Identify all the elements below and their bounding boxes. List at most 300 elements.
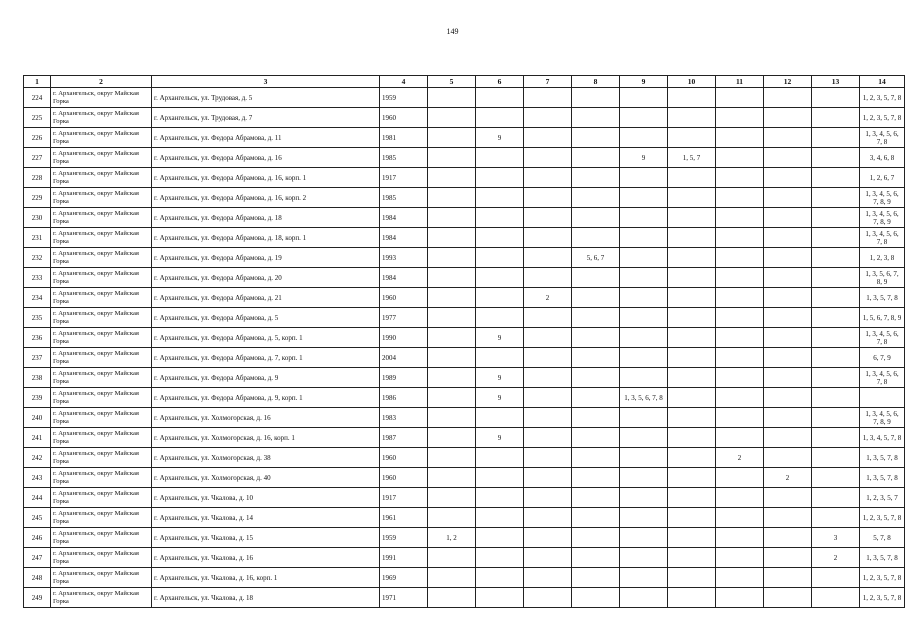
column-10-cell — [668, 308, 716, 328]
row-number: 228 — [24, 168, 51, 188]
year-cell: 1971 — [380, 588, 428, 608]
column-14-cell: 1, 3, 5, 7, 8 — [860, 288, 905, 308]
column-header: 5 — [428, 76, 476, 88]
column-9-cell — [620, 328, 668, 348]
column-9-cell — [620, 548, 668, 568]
column-14-cell: 1, 5, 6, 7, 8, 9 — [860, 308, 905, 328]
column-12-cell — [764, 128, 812, 148]
column-6-cell — [476, 588, 524, 608]
year-cell: 1960 — [380, 108, 428, 128]
row-number: 242 — [24, 448, 51, 468]
column-8-cell — [572, 368, 620, 388]
column-12-cell — [764, 148, 812, 168]
column-14-cell: 1, 3, 4, 5, 6, 7, 8 — [860, 368, 905, 388]
column-5-cell — [428, 448, 476, 468]
column-11-cell — [716, 188, 764, 208]
table-row — [24, 88, 905, 108]
column-header: 6 — [476, 76, 524, 88]
column-12-cell — [764, 88, 812, 108]
table-row — [24, 288, 905, 308]
column-header: 2 — [51, 76, 152, 88]
table-row — [24, 528, 905, 548]
column-9-cell — [620, 168, 668, 188]
column-10-cell — [668, 128, 716, 148]
column-13-cell — [812, 228, 860, 248]
table-row — [24, 468, 905, 488]
district-cell: г. Архангельск, округ Майская Горка — [51, 408, 152, 428]
column-6-cell — [476, 188, 524, 208]
column-5-cell — [428, 188, 476, 208]
row-number: 232 — [24, 248, 51, 268]
table-row — [24, 188, 905, 208]
column-7-cell — [524, 148, 572, 168]
column-10-cell — [668, 228, 716, 248]
district-cell: г. Архангельск, округ Майская Горка — [51, 268, 152, 288]
row-number: 235 — [24, 308, 51, 328]
column-header: 14 — [860, 76, 905, 88]
column-13-cell: 2 — [812, 548, 860, 568]
column-8-cell — [572, 488, 620, 508]
column-9-cell — [620, 468, 668, 488]
address-cell: г. Архангельск, ул. Федора Абрамова, д. 5 — [152, 308, 380, 328]
column-12-cell — [764, 448, 812, 468]
column-6-cell — [476, 88, 524, 108]
column-10-cell — [668, 588, 716, 608]
year-cell: 1991 — [380, 548, 428, 568]
column-6-cell — [476, 508, 524, 528]
column-12-cell — [764, 268, 812, 288]
table-row — [24, 488, 905, 508]
column-10-cell — [668, 568, 716, 588]
table-row — [24, 268, 905, 288]
column-13-cell — [812, 248, 860, 268]
column-14-cell: 1, 3, 4, 5, 6, 7, 8 — [860, 128, 905, 148]
column-6-cell — [476, 248, 524, 268]
column-8-cell — [572, 588, 620, 608]
address-cell: г. Архангельск, ул. Федора Абрамова, д. 7, корп. 1 — [152, 348, 380, 368]
column-6-cell — [476, 168, 524, 188]
column-6-cell — [476, 528, 524, 548]
district-cell: г. Архангельск, округ Майская Горка — [51, 288, 152, 308]
column-10-cell — [668, 108, 716, 128]
column-11-cell — [716, 408, 764, 428]
column-5-cell — [428, 128, 476, 148]
column-14-cell: 1, 3, 4, 5, 6, 7, 8, 9 — [860, 408, 905, 428]
column-12-cell — [764, 408, 812, 428]
column-12-cell — [764, 288, 812, 308]
address-cell: г. Архангельск, ул. Холмогорская, д. 38 — [152, 448, 380, 468]
column-9-cell — [620, 428, 668, 448]
column-11-cell: 2 — [716, 448, 764, 468]
address-cell: г. Архангельск, ул. Федора Абрамова, д. 9 — [152, 368, 380, 388]
column-11-cell — [716, 308, 764, 328]
column-11-cell — [716, 388, 764, 408]
column-12-cell — [764, 328, 812, 348]
column-9-cell — [620, 188, 668, 208]
column-12-cell — [764, 248, 812, 268]
column-7-cell — [524, 248, 572, 268]
column-14-cell: 1, 3, 4, 5, 6, 7, 8, 9 — [860, 188, 905, 208]
column-5-cell — [428, 268, 476, 288]
table-row — [24, 508, 905, 528]
column-5-cell — [428, 368, 476, 388]
column-header: 12 — [764, 76, 812, 88]
column-11-cell — [716, 428, 764, 448]
table-row — [24, 148, 905, 168]
column-13-cell — [812, 388, 860, 408]
column-11-cell — [716, 168, 764, 188]
column-12-cell: 2 — [764, 468, 812, 488]
year-cell: 1959 — [380, 528, 428, 548]
year-cell: 1993 — [380, 248, 428, 268]
district-cell: г. Архангельск, округ Майская Горка — [51, 568, 152, 588]
column-7-cell — [524, 228, 572, 248]
address-cell: г. Архангельск, ул. Федора Абрамова, д. 19 — [152, 248, 380, 268]
column-12-cell — [764, 528, 812, 548]
column-11-cell — [716, 248, 764, 268]
column-8-cell — [572, 148, 620, 168]
column-14-cell: 6, 7, 9 — [860, 348, 905, 368]
column-10-cell — [668, 388, 716, 408]
column-5-cell — [428, 308, 476, 328]
column-8-cell — [572, 208, 620, 228]
row-number: 238 — [24, 368, 51, 388]
column-5-cell — [428, 408, 476, 428]
column-8-cell — [572, 108, 620, 128]
year-cell: 1960 — [380, 468, 428, 488]
column-7-cell — [524, 268, 572, 288]
column-5-cell — [428, 88, 476, 108]
row-number: 246 — [24, 528, 51, 548]
column-9-cell — [620, 488, 668, 508]
column-13-cell — [812, 208, 860, 228]
row-number: 236 — [24, 328, 51, 348]
column-6-cell — [476, 468, 524, 488]
year-cell: 1960 — [380, 288, 428, 308]
column-6-cell: 9 — [476, 368, 524, 388]
column-7-cell — [524, 408, 572, 428]
column-13-cell — [812, 568, 860, 588]
address-cell: г. Архангельск, ул. Федора Абрамова, д. 21 — [152, 288, 380, 308]
column-12-cell — [764, 588, 812, 608]
column-14-cell: 1, 2, 3, 8 — [860, 248, 905, 268]
column-12-cell — [764, 548, 812, 568]
column-8-cell — [572, 268, 620, 288]
column-8-cell — [572, 388, 620, 408]
column-14-cell: 1, 2, 3, 5, 7 — [860, 488, 905, 508]
column-8-cell — [572, 288, 620, 308]
column-6-cell — [476, 148, 524, 168]
column-8-cell — [572, 548, 620, 568]
column-12-cell — [764, 188, 812, 208]
column-9-cell — [620, 128, 668, 148]
column-10-cell — [668, 328, 716, 348]
column-14-cell: 1, 3, 5, 7, 8 — [860, 448, 905, 468]
column-10-cell: 1, 5, 7 — [668, 148, 716, 168]
address-cell: г. Архангельск, ул. Федора Абрамова, д. 16, корп. 2 — [152, 188, 380, 208]
column-12-cell — [764, 348, 812, 368]
column-13-cell — [812, 108, 860, 128]
row-number: 230 — [24, 208, 51, 228]
year-cell: 1984 — [380, 208, 428, 228]
column-10-cell — [668, 248, 716, 268]
table-row — [24, 428, 905, 448]
column-header: 8 — [572, 76, 620, 88]
column-8-cell — [572, 428, 620, 448]
district-cell: г. Архангельск, округ Майская Горка — [51, 368, 152, 388]
column-9-cell: 9 — [620, 148, 668, 168]
column-6-cell — [476, 348, 524, 368]
column-12-cell — [764, 368, 812, 388]
column-header: 7 — [524, 76, 572, 88]
column-11-cell — [716, 208, 764, 228]
table-row — [24, 588, 905, 608]
address-cell: г. Архангельск, ул. Федора Абрамова, д. 18, корп. 1 — [152, 228, 380, 248]
table-row — [24, 408, 905, 428]
column-13-cell — [812, 348, 860, 368]
column-12-cell — [764, 428, 812, 448]
column-9-cell — [620, 408, 668, 428]
column-13-cell — [812, 308, 860, 328]
column-5-cell — [428, 588, 476, 608]
column-9-cell — [620, 568, 668, 588]
column-11-cell — [716, 488, 764, 508]
table-row — [24, 368, 905, 388]
row-number: 249 — [24, 588, 51, 608]
column-11-cell — [716, 88, 764, 108]
year-cell: 1983 — [380, 408, 428, 428]
column-10-cell — [668, 528, 716, 548]
column-6-cell — [476, 268, 524, 288]
table-body — [24, 88, 905, 608]
column-10-cell — [668, 348, 716, 368]
column-11-cell — [716, 348, 764, 368]
header-row — [24, 76, 905, 88]
address-cell: г. Архангельск, ул. Чкалова, д. 16, корп. 1 — [152, 568, 380, 588]
column-12-cell — [764, 228, 812, 248]
column-14-cell: 1, 2, 3, 5, 7, 8 — [860, 588, 905, 608]
district-cell: г. Архангельск, округ Майская Горка — [51, 588, 152, 608]
column-7-cell — [524, 168, 572, 188]
row-number: 234 — [24, 288, 51, 308]
column-7-cell — [524, 528, 572, 548]
column-7-cell — [524, 548, 572, 568]
page-number: 149 — [446, 27, 459, 36]
row-number: 227 — [24, 148, 51, 168]
table-row — [24, 568, 905, 588]
year-cell: 1990 — [380, 328, 428, 348]
column-13-cell — [812, 428, 860, 448]
column-12-cell — [764, 168, 812, 188]
column-5-cell: 1, 2 — [428, 528, 476, 548]
column-5-cell — [428, 468, 476, 488]
row-number: 237 — [24, 348, 51, 368]
column-header: 4 — [380, 76, 428, 88]
column-6-cell — [476, 488, 524, 508]
district-cell: г. Архангельск, округ Майская Горка — [51, 148, 152, 168]
column-6-cell: 9 — [476, 388, 524, 408]
column-9-cell — [620, 88, 668, 108]
column-header: 1 — [24, 76, 51, 88]
column-13-cell — [812, 168, 860, 188]
column-8-cell — [572, 508, 620, 528]
column-5-cell — [428, 548, 476, 568]
address-cell: г. Архангельск, ул. Федора Абрамова, д. 16 — [152, 148, 380, 168]
year-cell: 1987 — [380, 428, 428, 448]
address-cell: г. Архангельск, ул. Федора Абрамова, д. 9, корп. 1 — [152, 388, 380, 408]
district-cell: г. Архангельск, округ Майская Горка — [51, 188, 152, 208]
column-11-cell — [716, 148, 764, 168]
column-6-cell — [476, 448, 524, 468]
column-13-cell — [812, 508, 860, 528]
table-row — [24, 248, 905, 268]
year-cell: 1985 — [380, 148, 428, 168]
column-7-cell — [524, 328, 572, 348]
column-14-cell: 1, 3, 5, 7, 8 — [860, 468, 905, 488]
column-11-cell — [716, 328, 764, 348]
column-9-cell — [620, 368, 668, 388]
column-5-cell — [428, 568, 476, 588]
column-13-cell — [812, 328, 860, 348]
column-11-cell — [716, 548, 764, 568]
column-13-cell — [812, 368, 860, 388]
column-8-cell — [572, 448, 620, 468]
address-cell: г. Архангельск, ул. Холмогорская, д. 40 — [152, 468, 380, 488]
table-row — [24, 348, 905, 368]
column-14-cell: 1, 2, 3, 5, 7, 8 — [860, 508, 905, 528]
column-14-cell: 1, 3, 5, 7, 8 — [860, 548, 905, 568]
district-cell: г. Архангельск, округ Майская Горка — [51, 448, 152, 468]
column-8-cell — [572, 408, 620, 428]
column-8-cell: 5, 6, 7 — [572, 248, 620, 268]
address-cell: г. Архангельск, ул. Федора Абрамова, д. 16, корп. 1 — [152, 168, 380, 188]
column-6-cell — [476, 228, 524, 248]
column-11-cell — [716, 508, 764, 528]
year-cell: 1917 — [380, 488, 428, 508]
column-5-cell — [428, 248, 476, 268]
column-7-cell — [524, 308, 572, 328]
column-7-cell — [524, 368, 572, 388]
column-9-cell — [620, 288, 668, 308]
column-11-cell — [716, 128, 764, 148]
column-14-cell: 1, 2, 3, 5, 7, 8 — [860, 88, 905, 108]
row-number: 226 — [24, 128, 51, 148]
district-cell: г. Архангельск, округ Майская Горка — [51, 468, 152, 488]
column-5-cell — [428, 228, 476, 248]
table-row — [24, 208, 905, 228]
column-11-cell — [716, 568, 764, 588]
column-7-cell — [524, 428, 572, 448]
table-row — [24, 108, 905, 128]
table-row — [24, 548, 905, 568]
column-8-cell — [572, 228, 620, 248]
year-cell: 1984 — [380, 228, 428, 248]
column-8-cell — [572, 308, 620, 328]
column-14-cell — [860, 388, 905, 408]
district-cell: г. Архангельск, округ Майская Горка — [51, 528, 152, 548]
column-10-cell — [668, 408, 716, 428]
column-10-cell — [668, 548, 716, 568]
column-11-cell — [716, 288, 764, 308]
district-cell: г. Архангельск, округ Майская Горка — [51, 348, 152, 368]
district-cell: г. Архангельск, округ Майская Горка — [51, 328, 152, 348]
column-9-cell — [620, 108, 668, 128]
column-6-cell: 9 — [476, 428, 524, 448]
column-5-cell — [428, 208, 476, 228]
address-cell: г. Архангельск, ул. Трудовая, д. 7 — [152, 108, 380, 128]
column-9-cell — [620, 528, 668, 548]
column-12-cell — [764, 388, 812, 408]
column-7-cell — [524, 188, 572, 208]
column-13-cell — [812, 408, 860, 428]
column-13-cell — [812, 268, 860, 288]
column-14-cell: 1, 3, 4, 5, 6, 7, 8 — [860, 228, 905, 248]
column-14-cell: 1, 2, 3, 5, 7, 8 — [860, 568, 905, 588]
address-cell: г. Архангельск, ул. Чкалова, д. 14 — [152, 508, 380, 528]
column-7-cell — [524, 348, 572, 368]
district-cell: г. Архангельск, округ Майская Горка — [51, 308, 152, 328]
column-11-cell — [716, 268, 764, 288]
year-cell: 1985 — [380, 188, 428, 208]
column-7-cell — [524, 128, 572, 148]
column-12-cell — [764, 568, 812, 588]
column-5-cell — [428, 148, 476, 168]
column-13-cell — [812, 88, 860, 108]
column-12-cell — [764, 308, 812, 328]
column-8-cell — [572, 468, 620, 488]
column-7-cell — [524, 208, 572, 228]
district-cell: г. Архангельск, округ Майская Горка — [51, 508, 152, 528]
address-cell: г. Архангельск, ул. Федора Абрамова, д. 5, корп. 1 — [152, 328, 380, 348]
column-14-cell: 1, 3, 5, 6, 7, 8, 9 — [860, 268, 905, 288]
column-7-cell — [524, 508, 572, 528]
column-6-cell — [476, 548, 524, 568]
column-10-cell — [668, 488, 716, 508]
year-cell: 1959 — [380, 88, 428, 108]
year-cell: 2004 — [380, 348, 428, 368]
column-6-cell — [476, 288, 524, 308]
year-cell: 1917 — [380, 168, 428, 188]
column-6-cell — [476, 208, 524, 228]
column-12-cell — [764, 488, 812, 508]
column-7-cell — [524, 568, 572, 588]
row-number: 244 — [24, 488, 51, 508]
column-7-cell — [524, 388, 572, 408]
column-13-cell: 3 — [812, 528, 860, 548]
column-8-cell — [572, 528, 620, 548]
column-14-cell: 1, 3, 4, 5, 6, 7, 8 — [860, 328, 905, 348]
column-7-cell — [524, 468, 572, 488]
address-cell: г. Архангельск, ул. Федора Абрамова, д. 20 — [152, 268, 380, 288]
column-9-cell — [620, 348, 668, 368]
column-9-cell — [620, 308, 668, 328]
column-11-cell — [716, 228, 764, 248]
column-5-cell — [428, 508, 476, 528]
column-8-cell — [572, 188, 620, 208]
row-number: 248 — [24, 568, 51, 588]
row-number: 247 — [24, 548, 51, 568]
column-13-cell — [812, 188, 860, 208]
row-number: 245 — [24, 508, 51, 528]
column-14-cell: 3, 4, 6, 8 — [860, 148, 905, 168]
column-10-cell — [668, 268, 716, 288]
column-7-cell — [524, 448, 572, 468]
column-5-cell — [428, 168, 476, 188]
table-row — [24, 168, 905, 188]
table-row — [24, 308, 905, 328]
column-14-cell: 5, 7, 8 — [860, 528, 905, 548]
column-8-cell — [572, 88, 620, 108]
